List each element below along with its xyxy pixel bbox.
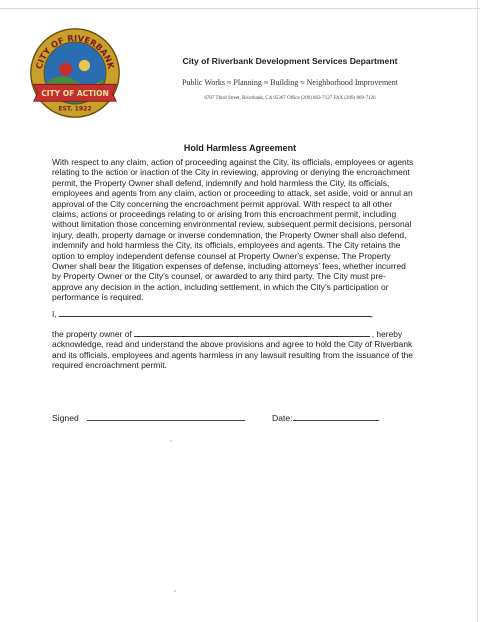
property-blank[interactable] <box>134 328 370 337</box>
acknowledgement-text: acknowledge, read and understand the above provisions and agree to hold the City of Riverbank and its officials, employees and agents harmless in any lawsuit resulting from the issuance of the required encroachment permit. <box>52 339 413 371</box>
scan-speck <box>174 590 176 592</box>
scan-speck <box>170 440 172 442</box>
department-title: City of Riverbank Development Services Department <box>182 56 398 66</box>
agreement-body: With respect to any claim, action of proceeding against the City, its officials, employees or agents relating to the action or inaction of the City in reviewing, approving or denying the encroachment permit, the Property Owner shall defend, indemnify and hold harmless the City, its officials, employees and agents from any claim, action or proceeding to attack, set aside, void or annul an approval of the City concerning the encroachment permit approval. With respect to all other claims, actions or proceedings relating to or arising from this encroachment permit, including without limitation those concerning environmental review, subsequent permit decisions, personal injury, death, property damage or inverse condemnation, the Property Owner shall also defend, indemnify and hold harmless the City, its officials, employees and agents. The City retains the option to employ independent defense counsel at Property Owner's expense. The Property Owner shall bear the litigation expenses of defense, including attorneys' fees, whether incurred by Property Owner or the City's counsel, or awarded to any third party. The City must pre-approve any decision in the action, including settlement, in which the City's participation or performance is required. <box>52 157 414 303</box>
signed-field <box>52 411 245 423</box>
owner-suffix: , hereby <box>371 329 403 339</box>
name-prefix: I, <box>52 309 57 319</box>
page-edge <box>0 8 480 9</box>
divisions-line: Public Works ≈ Planning ≈ Building ≈ Neighborhood Improvement <box>182 78 398 87</box>
owner-prefix: the property owner of <box>52 329 132 339</box>
letterhead <box>130 52 450 101</box>
name-blank[interactable] <box>59 308 371 317</box>
signature-line[interactable] <box>87 411 245 421</box>
seal-top-text: CITY OF RIVERBANK <box>33 32 117 70</box>
address-line: 6707 Third Street, Riverbank, CA 95367 Office (209) 863-7127 FAX (209) 869-7126 <box>204 96 376 101</box>
city-seal-logo <box>28 26 122 120</box>
date-field <box>272 411 379 423</box>
date-label: Date: <box>272 413 293 423</box>
name-suffix: , <box>370 309 373 319</box>
seal-banner-text: CITY OF ACTION <box>41 89 109 99</box>
signed-label: Signed <box>52 413 79 423</box>
page-edge-right <box>477 0 478 622</box>
date-line[interactable] <box>293 411 379 421</box>
acknowledgement-paragraph <box>52 328 416 371</box>
seal-est-text: EST. 1922 <box>58 105 92 113</box>
name-line <box>52 308 373 319</box>
document-title: Hold Harmless Agreement <box>183 143 297 153</box>
